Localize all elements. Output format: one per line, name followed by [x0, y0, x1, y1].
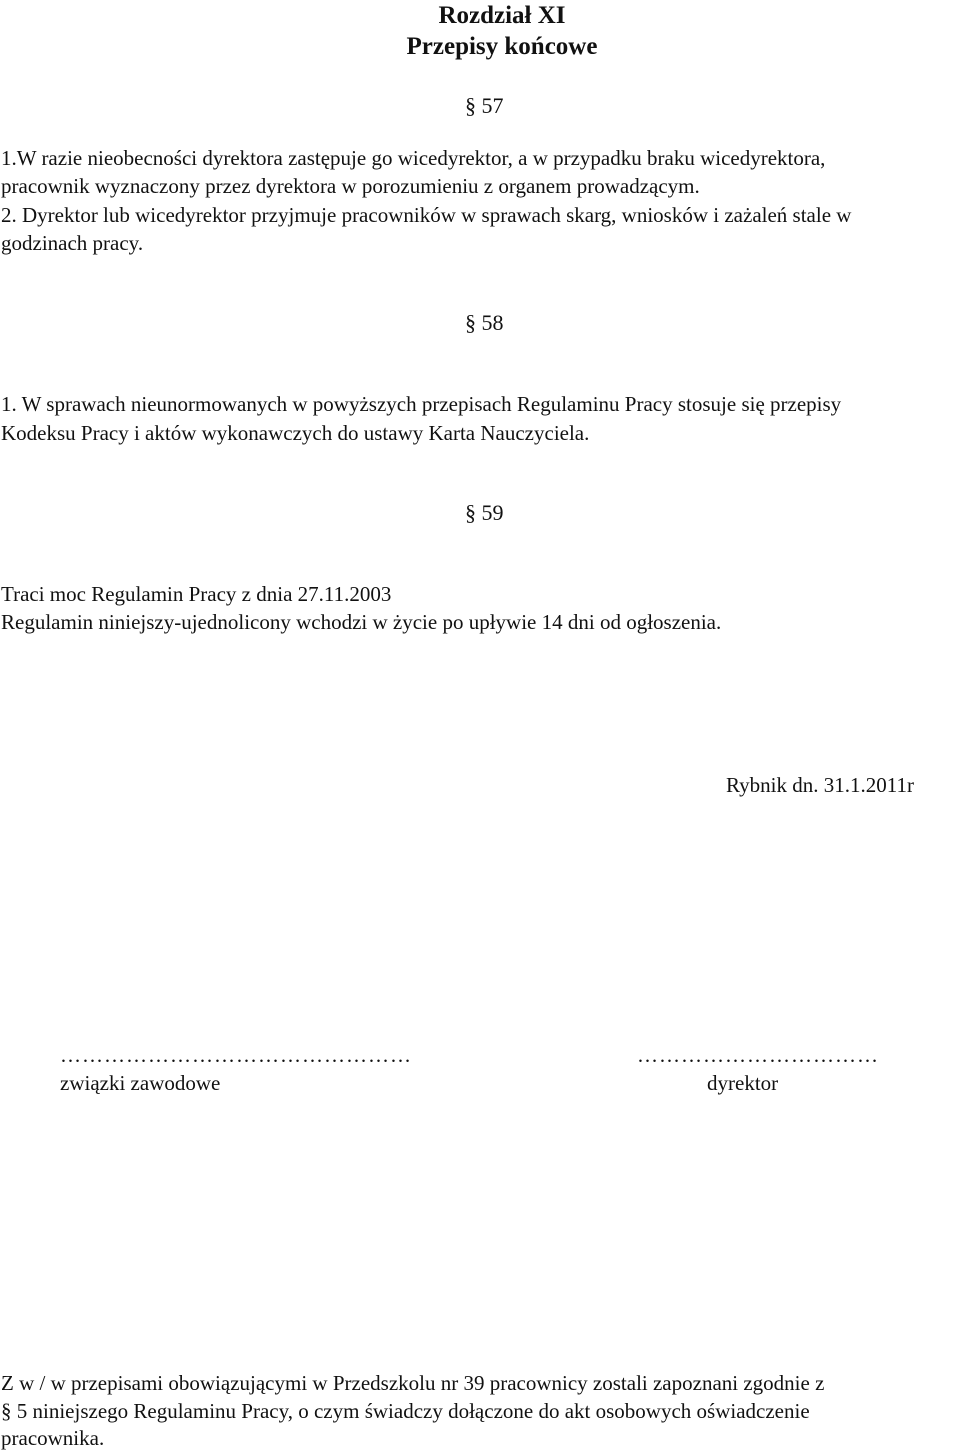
section-59-line-2: Regulamin niniejszy-ujednolicony wchodzi w życie po upływie 14 dni od ogłoszenia.: [1, 610, 722, 634]
section-57-heading: § 57: [465, 93, 504, 118]
signature-line-right: ……………………………: [637, 1043, 879, 1067]
signature-label-right: dyrektor: [707, 1071, 779, 1095]
footer-line-1: Z w / w przepisami obowiązującymi w Przedszkolu nr 39 pracownicy zostali zapoznani zgodnie z: [1, 1371, 825, 1395]
date-place: Rybnik dn. 31.1.2011r: [726, 773, 914, 797]
chapter-subtitle: Przepisy końcowe: [406, 33, 598, 60]
section-59-heading: § 59: [465, 500, 504, 525]
footer-line-2: § 5 niniejszego Regulaminu Pracy, o czym świadczy dołączone do akt osobowych oświadczenie: [1, 1399, 810, 1423]
footer-line-3: pracownika.: [1, 1426, 105, 1450]
chapter-title: Rozdział XI: [438, 2, 566, 29]
section-58-line-1: 1. W sprawach nieunormowanych w powyższych przepisach Regulaminu Pracy stosuje się przepisy: [1, 392, 842, 416]
section-59-line-1: Traci moc Regulamin Pracy z dnia 27.11.2003: [1, 582, 392, 606]
section-58-line-2: Kodeksu Pracy i aktów wykonawczych do ustawy Karta Nauczyciela.: [1, 421, 590, 445]
signature-label-left: związki zawodowe: [60, 1071, 221, 1095]
section-57-line-1: 1.W razie nieobecności dyrektora zastępuje go wicedyrektor, a w przypadku braku wicedyrektora,: [1, 146, 826, 170]
signature-line-left: …………………………………………: [60, 1043, 412, 1067]
section-57-line-4: godzinach pracy.: [1, 231, 144, 255]
section-57-line-2: pracownik wyznaczony przez dyrektora w porozumieniu z organem prowadzącym.: [1, 174, 700, 198]
section-58-heading: § 58: [465, 310, 504, 335]
section-57-line-3: 2. Dyrektor lub wicedyrektor przyjmuje pracowników w sprawach skarg, wniosków i zażaleń stale w: [1, 203, 852, 227]
